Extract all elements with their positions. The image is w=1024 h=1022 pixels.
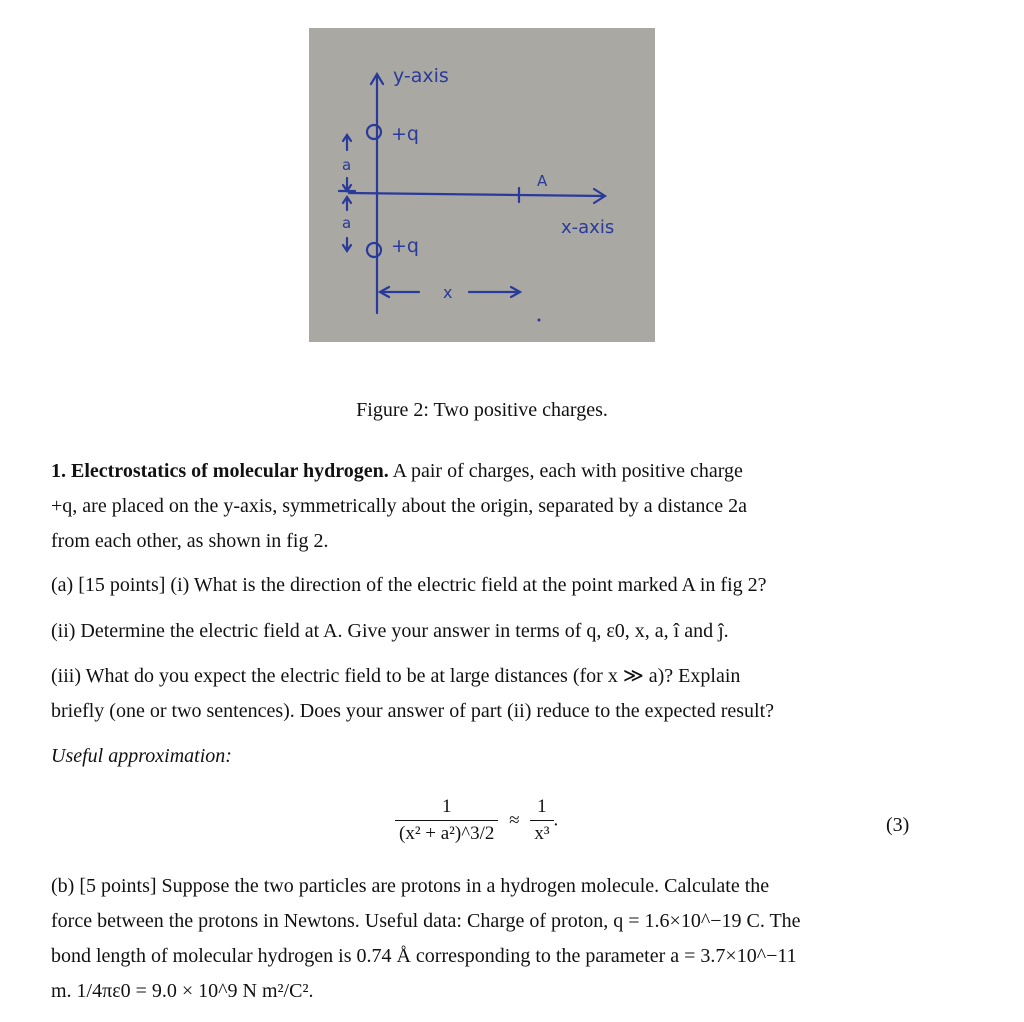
intro-line-2: +q, are placed on the y-axis, symmetrically about the origin, separated by a distance 2a xyxy=(51,495,748,517)
equation-3: $\frac{1}{\text{(x² + a²)\textasciicircum{}3/2}}$ ≈ $\frac{1}{\text{x³}}$ . xyxy=(395,796,558,845)
intro-line-3: from each other, as shown in fig 2. xyxy=(51,530,329,552)
equation-number: (3) xyxy=(886,814,910,836)
point-a-label: A xyxy=(537,172,548,190)
part-a-ii xyxy=(51,614,915,649)
part-b-line-3: bond length of molecular hydrogen is 0.74 Å corresponding to the parameter a = 3.7×10^−11 xyxy=(51,945,797,967)
lhs-numerator: 1 xyxy=(441,796,452,817)
charge-top-label: +q xyxy=(391,123,419,145)
a-bottom-label: a xyxy=(342,214,352,232)
part-b-line-2: force between the protons in Newtons. Useful data: Charge of proton, q = 1.6×10^−19 C. The xyxy=(51,910,801,932)
rhs-numerator: 1 xyxy=(537,796,547,817)
charge-bottom-circle xyxy=(367,243,381,257)
part-a-iii-line-2: briefly (one or two sentences). Does your answer of part (ii) reduce to the expected result? xyxy=(51,700,775,722)
part-a-ii-text: (ii) Determine the electric field at A. Give your answer in terms of q, ε0, x, a, î and ĵ. xyxy=(51,620,729,642)
equation-lhs xyxy=(395,796,498,845)
figure-caption: Figure 2: Two positive charges. xyxy=(356,399,608,421)
part-b-line-4: m. 1/4πε0 = 9.0 × 10^9 N m²/C². xyxy=(51,980,314,1002)
x-axis-line xyxy=(349,193,604,196)
hand-drawn-diagram xyxy=(309,28,655,342)
part-b xyxy=(51,869,915,1009)
charge-bottom-label: +q xyxy=(391,235,419,257)
charge-top-circle xyxy=(367,125,381,139)
useful-approximation xyxy=(51,739,915,774)
problem-heading: 1. Electrostatics of molecular hydrogen. xyxy=(51,460,389,482)
x-axis-label: x-axis xyxy=(561,217,615,238)
part-b-line-1: (b) [5 points] Suppose the two particles are protons in a hydrogen molecule. Calculate the xyxy=(51,875,770,897)
rhs-denominator: x³ xyxy=(530,820,553,845)
part-a-i-text: (a) [15 points] (i) What is the direction of the electric field at the point marked A in fig 2? xyxy=(51,574,767,596)
part-a-iii xyxy=(51,659,915,729)
approx-sign: ≈ xyxy=(509,809,520,831)
figure-photo xyxy=(309,28,655,342)
part-a-i xyxy=(51,568,915,603)
a-top-label: a xyxy=(342,156,352,174)
part-a-iii-line-1: (iii) What do you expect the electric field to be at large distances (for x ≫ a)? Explain xyxy=(51,665,741,687)
intro-line-1: A pair of charges, each with positive charge xyxy=(392,460,743,482)
lhs-denominator: (x² + a²)^3/2 xyxy=(395,820,498,845)
x-distance-label: x xyxy=(443,283,453,302)
problem-intro xyxy=(51,454,915,559)
useful-approximation-label: Useful approximation: xyxy=(51,745,232,767)
y-axis-label: y-axis xyxy=(393,65,449,87)
equation-rhs xyxy=(530,796,553,845)
